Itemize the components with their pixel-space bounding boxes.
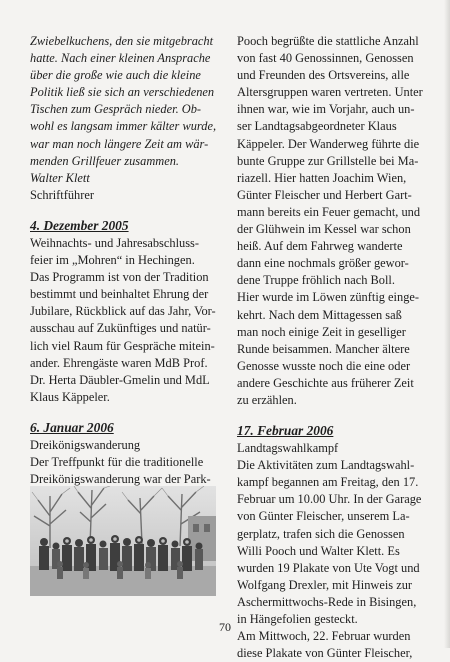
text-line: Das Programm ist von der Tradition [30,270,209,285]
text-line: Zwiebelkuchens, den sie mitgebracht [30,34,214,48]
text-line: zu erzählen. [237,392,297,407]
text-line: mann bereits ein Feuer gemacht, und [237,204,421,219]
text-line: war man noch längere Zeit am wär- [30,136,209,151]
text-line: Aschermittwochs-Rede in Bisingen, [237,594,417,609]
text-line: Der Treffpunkt für die traditionelle [30,454,204,469]
right-column [237,33,439,662]
text-line: riazell. Hier hatten Joachim Wien, [237,170,407,185]
text-line: Günter Fleischer und Herbert Gart- [237,187,412,202]
text-line: dann eine nochmals größer gewor- [237,256,409,271]
text-line: ser Landtagsabgeordneter Klaus [237,119,397,134]
group-photo [30,486,216,596]
signature-name: Walter Klett [30,170,90,185]
text-line: Runde beisammen. Mancher ältere [237,341,410,356]
section-heading-dezember: 4. Dezember 2005 [30,217,129,233]
section-heading-januar: 6. Januar 2006 [30,419,114,435]
text-line: über die große wie auch die kleine [30,68,201,83]
text-line: in Hängefolien gesteckt. [237,612,358,626]
text-line: Jubilare, Rückblick auf das Jahr, Vor- [30,304,216,319]
text-line: Die Aktivitäten zum Landtagswahl- [237,458,415,473]
text-line: Dreikönigswanderung war der Park- [30,472,211,487]
text-line: hatte. Nach einer kleinen Ansprache [30,51,211,66]
text-line: Dr. Herta Däubler-Gmelin und MdL [30,372,210,387]
section-subheading-dreikoenig: Dreikönigswanderung [30,437,141,452]
text-line: andere Geschichte aus früherer Zeit [237,375,414,390]
page-number: 70 [219,620,231,634]
text-line: Februar um 10.00 Uhr. In der Garage [237,492,422,507]
text-line: diese Plakate von Günter Fleischer, [237,646,413,661]
text-line: wohl es langsam immer kälter wurde, [30,119,217,134]
text-line: kampf begannen am Freitag, den 17. [237,475,419,490]
text-line: wurden 19 Plakate von Ute Vogt und [237,560,420,575]
text-line: Pooch begrüßte die stattliche Anzahl [237,34,419,48]
text-line: ihnen war, wie im Vorjahr, auch un- [237,102,415,117]
text-line: und Freunden des Ortsvereins, alle [237,68,410,83]
group-photo-illustration [30,486,216,596]
text-line: dene Truppe fröhlich nach Boll. [237,273,395,288]
text-line: Wolfgang Drexler, mit Hinweis zur [237,577,413,592]
text-line: Altersgruppen waren vertreten. Unter [237,85,423,100]
page-edge-shadow [444,0,450,648]
text-line: gerplatz, trafen sich die Genossen [237,526,405,541]
text-line: der Glühwein im Kessel war schon [237,222,411,237]
text-line: Genosse wusste noch die eine oder [237,358,411,373]
text-line: lich viel Raum für Gespräche mitein- [30,338,215,353]
signature-role: Schriftführer [30,187,94,202]
section-body-dezember [30,235,232,406]
text-line: Politik ließ sie sich an verschiedenen [30,85,215,100]
text-line: von Günter Fleischer, unserem La- [237,509,410,524]
text-line: bunte Gruppe zur Grillstelle bei Ma- [237,153,419,168]
text-line: bestimmt und beinhaltet Ehrung der [30,287,209,302]
text-line: menden Grillfeuer zusammen. [30,153,180,168]
intro-paragraph [30,33,232,187]
text-line: Tischen zum Gespräch nieder. Ob- [30,102,202,117]
text-line: Hier wurde im Löwen zünftig einge- [237,290,420,305]
text-line: feier im „Mohren“ in Hechingen. [30,253,195,268]
left-column [30,33,232,505]
text-line: kehrt. Nach dem Mittagessen saß [237,307,402,322]
text-line: Willi Pooch und Walter Klett. Es [237,543,400,558]
text-line: Weihnachts- und Jahresabschluss- [30,235,199,250]
text-line: man noch einige Zeit in geselliger [237,324,406,339]
section-body-januar-continued [237,33,439,409]
text-line: Käppeler. Der Wanderweg führte die [237,136,420,151]
section-heading-februar: 17. Februar 2006 [237,423,334,439]
text-line: heiß. Auf dem Fahrweg wanderte [237,239,403,254]
text-line: Klaus Käppeler. [30,389,110,404]
text-line: ausschau auf Zukünftiges und natür- [30,321,211,336]
text-line: ander. Ehrengäste waren MdB Prof. [30,355,208,370]
text-line: von fast 40 Genossinnen, Genossen [237,51,414,66]
text-line: Am Mittwoch, 22. Februar wurden [237,629,411,644]
section-subheading-landtagswahlkampf: Landtagswahlkampf [237,441,339,456]
